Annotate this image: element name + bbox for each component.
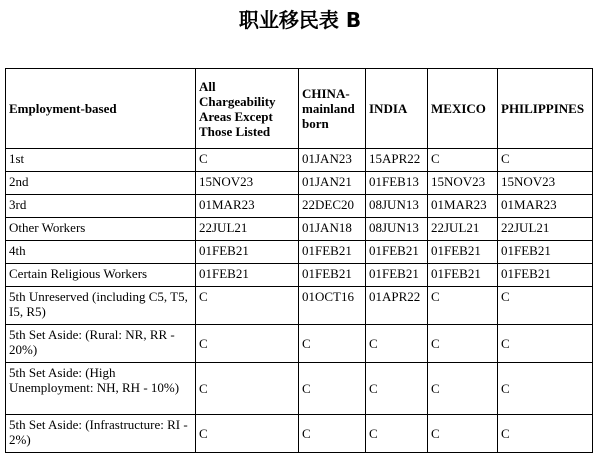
category-cell: 4th (6, 241, 196, 264)
page-title: 职业移民表 B (238, 8, 362, 32)
date-cell: C (299, 415, 366, 453)
date-cell: 15NOV23 (498, 172, 593, 195)
date-cell: C (196, 415, 299, 453)
date-cell: C (196, 363, 299, 415)
date-cell: C (498, 325, 593, 363)
header-country: INDIA (366, 69, 428, 149)
date-cell: 01MAR23 (196, 195, 299, 218)
category-cell: Certain Religious Workers (6, 264, 196, 287)
date-cell: 01OCT16 (299, 287, 366, 325)
date-cell: C (366, 415, 428, 453)
date-cell: C (299, 363, 366, 415)
category-cell: 5th Unreserved (including C5, T5, I5, R5) (6, 287, 196, 325)
date-cell: C (196, 149, 299, 172)
table-row (6, 218, 593, 241)
date-cell: C (428, 149, 498, 172)
table-row (6, 172, 593, 195)
table-row (6, 287, 593, 325)
date-cell: 15NOV23 (196, 172, 299, 195)
header-country: All Chargeability Areas Except Those Listed (196, 69, 299, 149)
category-cell: 2nd (6, 172, 196, 195)
date-cell: C (428, 363, 498, 415)
category-cell: 5th Set Aside: (Infrastructure: RI - 2%) (6, 415, 196, 453)
date-cell: 22JUL21 (498, 218, 593, 241)
category-cell: 1st (6, 149, 196, 172)
table-row (6, 149, 593, 172)
date-cell: 01JAN23 (299, 149, 366, 172)
date-cell: 01APR22 (366, 287, 428, 325)
date-cell: C (498, 363, 593, 415)
header-row (6, 69, 593, 149)
table-row (6, 241, 593, 264)
category-cell: Other Workers (6, 218, 196, 241)
date-cell: 22JUL21 (196, 218, 299, 241)
table-body (6, 69, 593, 453)
date-cell: 01FEB21 (299, 241, 366, 264)
date-cell: 01FEB21 (428, 241, 498, 264)
date-cell: 01FEB21 (498, 264, 593, 287)
category-cell: 5th Set Aside: (Rural: NR, RR - 20%) (6, 325, 196, 363)
date-cell: 01MAR23 (428, 195, 498, 218)
table-row (6, 264, 593, 287)
date-cell: 22DEC20 (299, 195, 366, 218)
date-cell: C (498, 287, 593, 325)
date-cell: 08JUN13 (366, 195, 428, 218)
date-cell: 01FEB21 (366, 241, 428, 264)
visa-bulletin-table (5, 68, 593, 453)
date-cell: C (428, 415, 498, 453)
date-cell: 01MAR23 (498, 195, 593, 218)
date-cell: 01FEB21 (428, 264, 498, 287)
date-cell: 01FEB21 (196, 241, 299, 264)
header-country: MEXICO (428, 69, 498, 149)
table-row (6, 195, 593, 218)
header-category: Employment-based (6, 69, 196, 149)
date-cell: C (196, 325, 299, 363)
header-country: PHILIPPINES (498, 69, 593, 149)
date-cell: 01FEB21 (299, 264, 366, 287)
header-country: CHINA-mainland born (299, 69, 366, 149)
date-cell: 15APR22 (366, 149, 428, 172)
date-cell: 01FEB21 (366, 264, 428, 287)
table-row (6, 415, 593, 453)
date-cell: C (428, 287, 498, 325)
date-cell: C (299, 325, 366, 363)
date-cell: C (428, 325, 498, 363)
date-cell: 01JAN21 (299, 172, 366, 195)
category-cell: 3rd (6, 195, 196, 218)
date-cell: C (366, 325, 428, 363)
date-cell: C (366, 363, 428, 415)
date-cell: 15NOV23 (428, 172, 498, 195)
date-cell: 22JUL21 (428, 218, 498, 241)
table-row (6, 325, 593, 363)
date-cell: 01FEB13 (366, 172, 428, 195)
date-cell: C (498, 149, 593, 172)
category-cell: 5th Set Aside: (High Unemployment: NH, RH - 10%) (6, 363, 196, 415)
date-cell: 01JAN18 (299, 218, 366, 241)
date-cell: 01FEB21 (196, 264, 299, 287)
date-cell: 08JUN13 (366, 218, 428, 241)
date-cell: 01FEB21 (498, 241, 593, 264)
date-cell: C (498, 415, 593, 453)
table-row (6, 363, 593, 415)
date-cell: C (196, 287, 299, 325)
